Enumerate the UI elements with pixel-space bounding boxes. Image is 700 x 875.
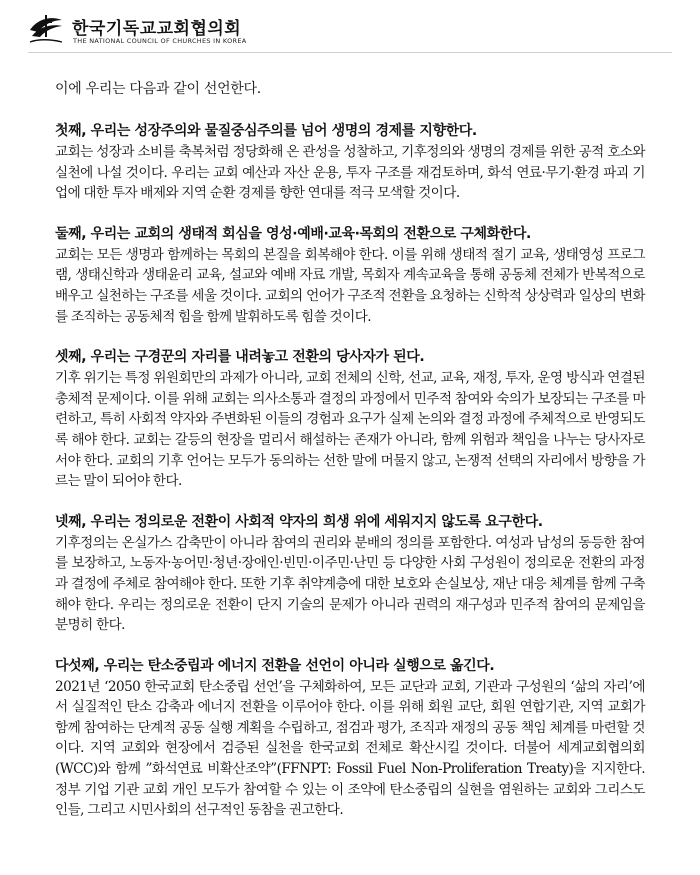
section-title: 둘째, 우리는 교회의 생태적 회심을 영성·예배·교육·목회의 전환으로 구체화한다.: [55, 225, 531, 242]
org-name-korean: 한국기독교교회협의회: [72, 19, 242, 39]
section-5: [55, 656, 645, 821]
section-body: 교회는 모든 생명과 함께하는 목회의 본질을 회복해야 한다. 이를 위해 생태적 절기 교육, 생태영성 프로그램, 생태신학과 생태윤리 교육, 설교와 예배 자료 개발, 목회자 계속교육을 통해 공동체 전체가 반복적으로 배우고 실천하는 구조를 세울 것이다. 교회의 언어가 구조적 전환을 요청하는 신학적 상상력과 일상의 변화를 조직하는 공동체적 힘을 함께 발휘하도록 힘쓸 것이다.: [55, 246, 645, 325]
page-header: [28, 10, 688, 50]
section-body: 기후 위기는 특정 위원회만의 과제가 아니라, 교회 전체의 신학, 선교, 교육, 재정, 투자, 운영 방식과 연결된 총체적 문제이다. 이를 위해 교회는 의사소통과 결정의 과정에서 민주적 참여와 숙의가 보장되는 구조를 마련하고, 특히 사회적 약자와 주변화된 이들의 경험과 요구가 실제 논의와 결정 과정에 주체적으로 반영되도록 해야 한다. 교회는 갈등의 현장을 멀리서 해설하는 존재가 아니라, 함께 위험과 책임을 나누는 당사자로 서야 한다. 교회의 기후 언어는 모두가 동의하는 선한 말에 머물지 않고, 논쟁적 선택의 자리에서 방향을 가르는 말이 되어야 한다.: [55, 370, 645, 490]
section-title: 셋째, 우리는 구경꾼의 자리를 내려놓고 전환의 당사자가 된다.: [55, 349, 425, 366]
intro-paragraph: 이에 우리는 다음과 같이 선언한다.: [55, 81, 261, 97]
section-3: [55, 347, 645, 492]
section-body: 2021년 ‘2050 한국교회 탄소중립 선언’을 구체화하여, 모든 교단과 교회, 기관과 구성원의 ‘삶의 자리’에서 실질적인 탄소 감축과 에너지 전환을 이루어야 한다. 이를 위해 회원 교단, 회원 연합기관, 지역 교회가 함께 참여하는 단계적 공동 실행 계획을 수립하고, 점검과 평가, 조직과 재정의 공동 책임 체계를 마련할 것이다. 지역 교회와 현장에서 검증된 실천을 한국교회 전체로 확산시킬 것이다. 더불어 세계교회협의회(WCC)와 함께 ”화석연료 비확산조약”(FFNPT: Fossil Fuel Non-Proliferation Treaty)을 지지한다. 정부 기업 기관 교회 개인 모두가 참여할 수 있는 이 조약에 탄소중립의 실현을 염원하는 교회와 그리스도인들, 그리고 시민사회의 선구적인 동참을 권고한다.: [55, 678, 645, 819]
section-body: 교회는 성장과 소비를 축복처럼 정당화해 온 관성을 성찰하고, 기후정의와 생명의 경제를 위한 공적 호소와 실천에 나설 것이다. 우리는 교회 예산과 자산 운용, 투자 구조를 재검토하며, 화석 연료·무기·환경 파괴 기업에 대한 투자 배제와 지역 순환 경제를 향한 연대를 적극 모색할 것이다.: [55, 144, 645, 202]
section-title: 첫째, 우리는 성장주의와 물질중심주의를 넘어 생명의 경제를 지향한다.: [55, 123, 477, 139]
section-2: [55, 224, 645, 327]
section-body: 기후정의는 온실가스 감축만이 아니라 참여의 권리와 분배의 정의를 포함한다. 여성과 남성의 동등한 참여를 보장하고, 노동자·농어민·청년·장애인·빈민·이주민·난민 등 다양한 사회 구성원이 정의로운 전환의 과정과 결정에 주체로 참여해야 한다. 또한 기후 취약계층에 대한 보호와 손실보상, 재난 대응 체계를 함께 구축해야 한다. 우리는 정의로운 전환이 단지 기술의 문제가 아니라 권력의 재구성과 민주적 참여의 문제임을 분명히 한다.: [55, 534, 645, 634]
header-divider: [28, 52, 672, 53]
document-body: [55, 78, 645, 841]
section-title: 넷째, 우리는 정의로운 전환이 사회적 약자의 희생 위에 세워지지 않도록 요구한다.: [55, 513, 543, 530]
org-name-english: THE NATIONAL COUNCIL OF CHURCHES IN KOREA: [73, 37, 247, 45]
section-1: [55, 121, 645, 204]
ncck-logo-icon: [28, 12, 66, 48]
section-title: 다섯째, 우리는 탄소중립과 에너지 전환을 선언이 아니라 실행으로 옮긴다.: [55, 657, 495, 674]
section-4: [55, 512, 645, 636]
